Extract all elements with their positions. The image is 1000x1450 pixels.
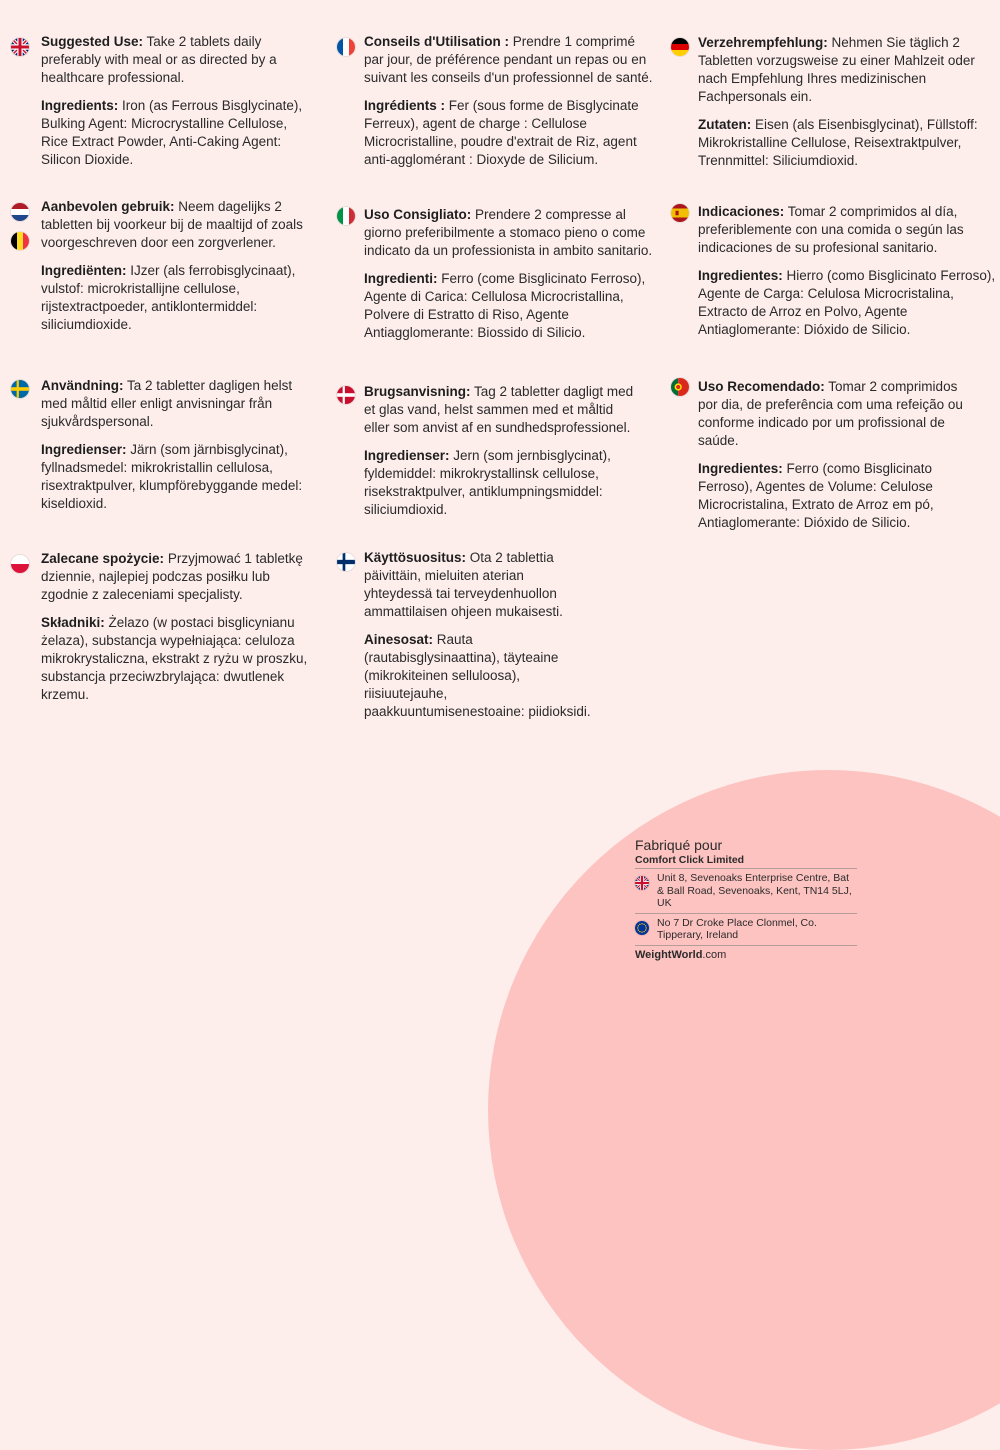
usage-paragraph [364,33,654,87]
usage-text: Tomar 2 comprimidos por dia, de preferência com uma refeição ou conforme indicado por um profissional de saúde. [698,379,963,448]
portugal-flag-icon [671,378,689,396]
ingredients-paragraph [41,262,311,334]
ingredients-text: Rauta (rautabisglysinaattina), täyteaine (mikrokiteinen selluloosa), riisiuutejauhe, paakkuuntumisenestoaine: piidioksidi. [364,632,591,719]
usage-paragraph [41,33,311,87]
usage-text: Neem dagelijks 2 tabletten bij voorkeur bij de maaltijd of zoals voorgeschreven door een zorgverlener. [41,199,303,250]
usage-text: Take 2 tablets daily preferably with meal or as directed by a healthcare professional. [41,34,277,85]
ingredients-label: Ingredienti: [364,271,438,286]
ingredients-text: Hierro (como Bisglicinato Ferroso), Agente de Carga: Celulosa Microcristalina, Extracto de Arroz en Polvo, Agente Antiaglomerante: Dióxido de Silicio. [698,268,996,337]
usage-paragraph [41,550,311,604]
usage-label: Uso Consigliato: [364,207,472,222]
ingredients-text: Jern (som jernbisglycinat), fyldemiddel: mikrokrystallinsk cellulose, risekstraktpulver, antiklumpningsmiddel: siliciumdioxid. [364,448,611,517]
usage-text: Przyjmować 1 tabletkę dziennie, najlepiej podczas posiłku lub zgodnie z zaleceniami specjalisty. [41,551,303,602]
usage-text: Prendere 2 compresse al giorno preferibilmente a stomaco pieno o come indicato da un professionista in ambito sanitario. [364,207,653,258]
usage-paragraph [41,198,311,252]
uk-address-row [635,869,857,914]
netherlands-flag-icon [11,203,29,221]
ingredients-label: Ainesosat: [364,632,434,647]
usage-paragraph [41,377,316,431]
usage-label: Aanbevolen gebruik: [41,199,175,214]
ingredients-paragraph [364,97,654,169]
usage-label: Suggested Use: [41,34,144,49]
ingredients-paragraph [698,460,973,532]
usage-label: Uso Recomendado: [698,379,825,394]
usage-paragraph [698,378,973,450]
usage-label: Verzehrempfehlung: [698,35,828,50]
ingredients-label: Ingrediënten: [41,263,127,278]
belgium-flag-icon [11,232,29,250]
ingredients-text: IJzer (als ferrobisglycinaat), vulstof: microkristallijne cellulose, rijstextractpoeder, antiklontermiddel: siliciumdioxide. [41,263,296,332]
ingredients-paragraph [41,614,311,704]
ingredients-text: Fer (sous forme de Bisglycinate Ferreux), agent de charge : Cellulose Microcristalline, poudre d'extrait de Riz, agent anti-agglomérant : Dioxyde de Silicium. [364,98,639,167]
usage-paragraph [364,549,594,621]
eu-address-row [635,914,857,946]
usage-text: Ta 2 tabletter dagligen helst med måltid eller enligt anvisningar från sjukvårdspersonal. [41,378,293,429]
uk-flag-icon [11,38,29,56]
usage-label: Brugsanvisning: [364,384,471,399]
usage-label: Användning: [41,378,124,393]
usage-text: Ota 2 tablettia päivittäin, mieluiten aterian yhteydessä tai terveydenhuollon ammattilaisen ohjeen mukaisesti. [364,550,563,619]
france-flag-icon [337,38,355,56]
website-domain: .com [702,948,727,961]
ingredients-text: Järn (som järnbisglycinat), fyllnadsmedel: mikrokristallin cellulosa, risextraktpulver, klumpförebyggande medel: kiseldioxid. [41,442,303,511]
ingredients-label: Ingredients: [41,98,119,113]
ingredients-text: Żelazo (w postaci bisglicynianu żelaza), substancja wypełniająca: celuloza mikrokrystaliczna, ekstrakt z ryżu w proszku, substancja przeciwzbrylająca: dwutlenek krzemu. [41,615,308,702]
website-brand: WeightWorld [635,948,703,961]
website-text [635,949,857,961]
manufactured-for-label: Fabriqué pour [635,837,723,853]
usage-label: Indicaciones: [698,204,785,219]
ingredients-paragraph [698,116,978,170]
ingredients-text: Eisen (als Eisenbisglycinat), Füllstoff: Mikrokristalline Cellulose, Reisextraktpulver, Trennmittel: Siliciumdioxid. [698,117,978,168]
ingredients-paragraph [364,631,594,721]
ingredients-paragraph [364,270,654,342]
finland-flag-icon [337,553,355,571]
eu-address-text: No 7 Dr Croke Place Clonmel, Co. Tipperary, Ireland [657,916,817,941]
denmark-flag-icon [337,386,355,404]
usage-paragraph [364,206,654,260]
usage-paragraph [364,383,634,437]
ingredients-text: Ferro (como Bisglicinato Ferroso), Agentes de Volume: Celulose Microcristalina, Extrato de Arroz em pó, Antiaglomerante: Dióxido de Silicio. [698,461,934,530]
uk-flag-icon [635,876,649,890]
usage-paragraph [698,34,978,106]
usage-text: Nehmen Sie täglich 2 Tabletten vorzugsweise zu einer Mahlzeit oder nach Empfehlung Ihres medizinischen Fachpersonals ein. [698,35,975,104]
ingredients-paragraph [364,447,634,519]
usage-label: Conseils d'Utilisation : [364,34,509,49]
company-name: Comfort Click Limited [635,854,857,869]
ingredients-label: Ingredientes: [698,268,783,283]
ingredients-paragraph [41,97,311,169]
usage-paragraph [698,203,998,257]
ingredients-text: Iron (as Ferrous Bisglycinate), Bulking Agent: Microcrystalline Cellulose, Rice Extract Powder, Anti-Caking Agent: Silicon Dioxide. [41,98,303,167]
germany-flag-icon [671,38,689,56]
poland-flag-icon [11,555,29,573]
ingredients-label: Zutaten: [698,117,752,132]
ingredients-label: Ingredienser: [364,448,450,463]
ingredients-paragraph [41,441,316,513]
ingredients-label: Ingredientes: [698,461,783,476]
ingredients-label: Ingredienser: [41,442,127,457]
sweden-flag-icon [11,380,29,398]
ingredients-text: Ferro (come Bisglicinato Ferroso), Agente di Carica: Cellulosa Microcristallina, Polvere di Estratto di Riso, Agente Antiagglomerante: Biossido di Silicio. [364,271,646,340]
usage-label: Zalecane spożycie: [41,551,165,566]
usage-text: Tomar 2 comprimidos al día, preferiblemente con una comida o según las indicaciones de su profesional sanitario. [698,204,964,255]
usage-label: Käyttösuositus: [364,550,467,565]
usage-text: Prendre 1 comprimé par jour, de préférence pendant un repas ou en suivant les conseils d'un professionnel de santé. [364,34,653,85]
manufacturer-address-block [635,836,857,961]
eu-flag-icon [635,921,649,935]
spain-flag-icon [671,204,689,222]
uk-address-text: Unit 8, Sevenoaks Enterprise Centre, Bat & Ball Road, Sevenoaks, Kent, TN14 5LJ, UK [657,872,852,909]
ingredients-paragraph [698,267,998,339]
ingredients-label: Składniki: [41,615,105,630]
italy-flag-icon [337,207,355,225]
ingredients-label: Ingrédients : [364,98,446,113]
usage-text: Tag 2 tabletter dagligt med et glas vand, helst sammen med et måltid eller som anvist af en sundhedsprofessionel. [364,384,634,435]
